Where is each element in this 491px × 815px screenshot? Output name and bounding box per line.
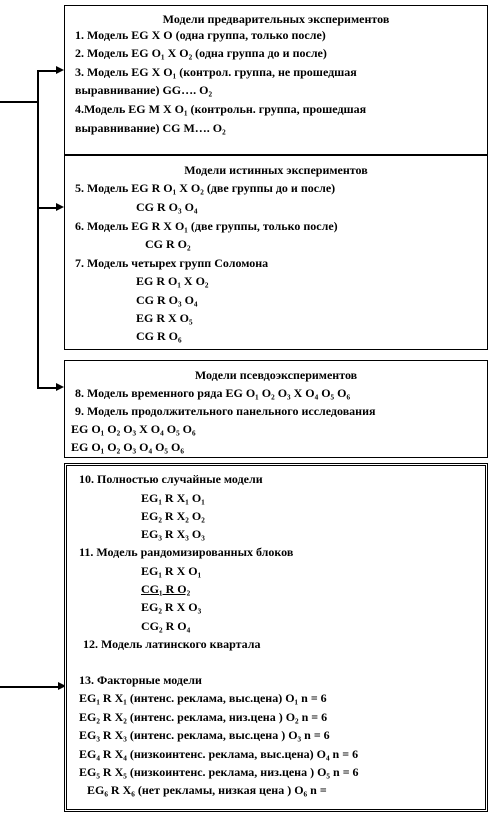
model-9: 9. Модель продолжительного панельного исследования [75,404,376,418]
model-13-row2: EG₂ R X₂ (интенс. реклама, низ.цена ) O₂ n = 6 [79,710,328,724]
box2-title: Модели истинных экспериментов [184,163,368,177]
model-10-row3: EG₃ R X₃ O₃ [141,527,205,541]
model-7-row4: CG R O₆ [136,329,182,343]
model-6: 6. Модель EG R X O₁ (две группы, только после) [75,219,338,233]
model-10-row2: EG₂ R X₂ O₂ [141,509,205,523]
model-9-row1: EG O₁ O₂ O₃ X O₄ O₅ O₆ [71,422,196,436]
random-models-box [64,463,488,812]
box3-title: Модели псевдоэкспериментов [194,368,358,382]
model-9-row2: EG O₁ O₂ O₃ O₄ O₅ O₆ [71,440,184,454]
model-10-row1: EG₁ R X₁ O₁ [141,491,205,505]
model-12: 12. Модель латинского квартала [83,637,261,651]
arrow-box1 [56,66,64,74]
box1-title: Модели предварительных экспериментов [162,12,390,26]
model-7-row2: CG R O₃ O₄ [136,293,198,307]
true-experiments-box [64,155,488,350]
left-connector-top [0,101,38,103]
model-13-row4: EG₄ R X₄ (низкоинтенс. реклама, выс.цена) O₄ n = 6 [79,747,359,761]
model-8: 8. Модель временного ряда EG O₁ O₂ O₃ X O₄ O₅ O₆ [75,386,351,400]
pseudo-experiments-box [64,360,488,458]
connector-box3 [37,387,57,389]
model-1: 1. Модель EG X O (одна группа, только после) [75,28,326,42]
preliminary-experiments-box [64,5,488,155]
model-13-row6: EG₆ R X₆ (нет рекламы, низкая цена ) O₆ n = [87,783,327,797]
model-3: 3. Модель EG X O₁ (контрол. группа, не прошедшая [75,65,357,79]
vertical-connector [37,70,39,388]
model-7-row3: EG R X O₅ [136,311,193,325]
arrow-box2 [56,203,64,211]
model-11-row3: EG₂ R X O₃ [141,600,202,614]
model-4-cont: выравнивание) CG M…. O₂ [75,121,226,135]
model-7-row1: EG R O₁ X O₂ [136,274,209,288]
connector-box1 [37,70,57,72]
model-13-row1: EG₁ R X₁ (интенс. реклама, выс.цена) O₁ n = 6 [79,691,327,705]
model-10: 10. Полностью случайные модели [79,472,263,486]
model-3-cont: выравнивание) GG…. O₂ [75,83,213,97]
model-11: 11. Модель рандомизированных блоков [79,545,294,559]
model-11-row1: EG₁ R X O₁ [141,564,202,578]
model-4: 4.Модель EG M X O₁ (контрольн. группа, прошедшая [75,102,367,116]
model-11-row4: CG₂ R O₄ [141,619,191,633]
model-5-cg: CG R O₃ O₄ [136,200,198,214]
model-11-row2: CG₁ R O₂ [141,582,191,596]
model-2: 2. Модель EG O₁ X O₂ (одна группа до и после) [75,46,327,60]
model-13-row3: EG₃ R X₃ (интенс. реклама, выс.цена ) O₃ n = 6 [79,728,330,742]
model-13-row5: EG₅ R X₅ (низкоинтенс. реклама, низ.цена ) O₅ n = 6 [79,765,359,779]
connector-box2 [37,207,57,209]
model-13: 13. Факторные модели [79,673,202,687]
connector-box4 [0,686,58,688]
arrow-box3 [56,383,64,391]
model-5: 5. Модель EG R O₁ X O₂ (две группы до и после) [75,181,336,195]
model-7: 7. Модель четырех групп Соломона [75,256,269,270]
model-6-cg: CG R O₂ [145,237,191,251]
